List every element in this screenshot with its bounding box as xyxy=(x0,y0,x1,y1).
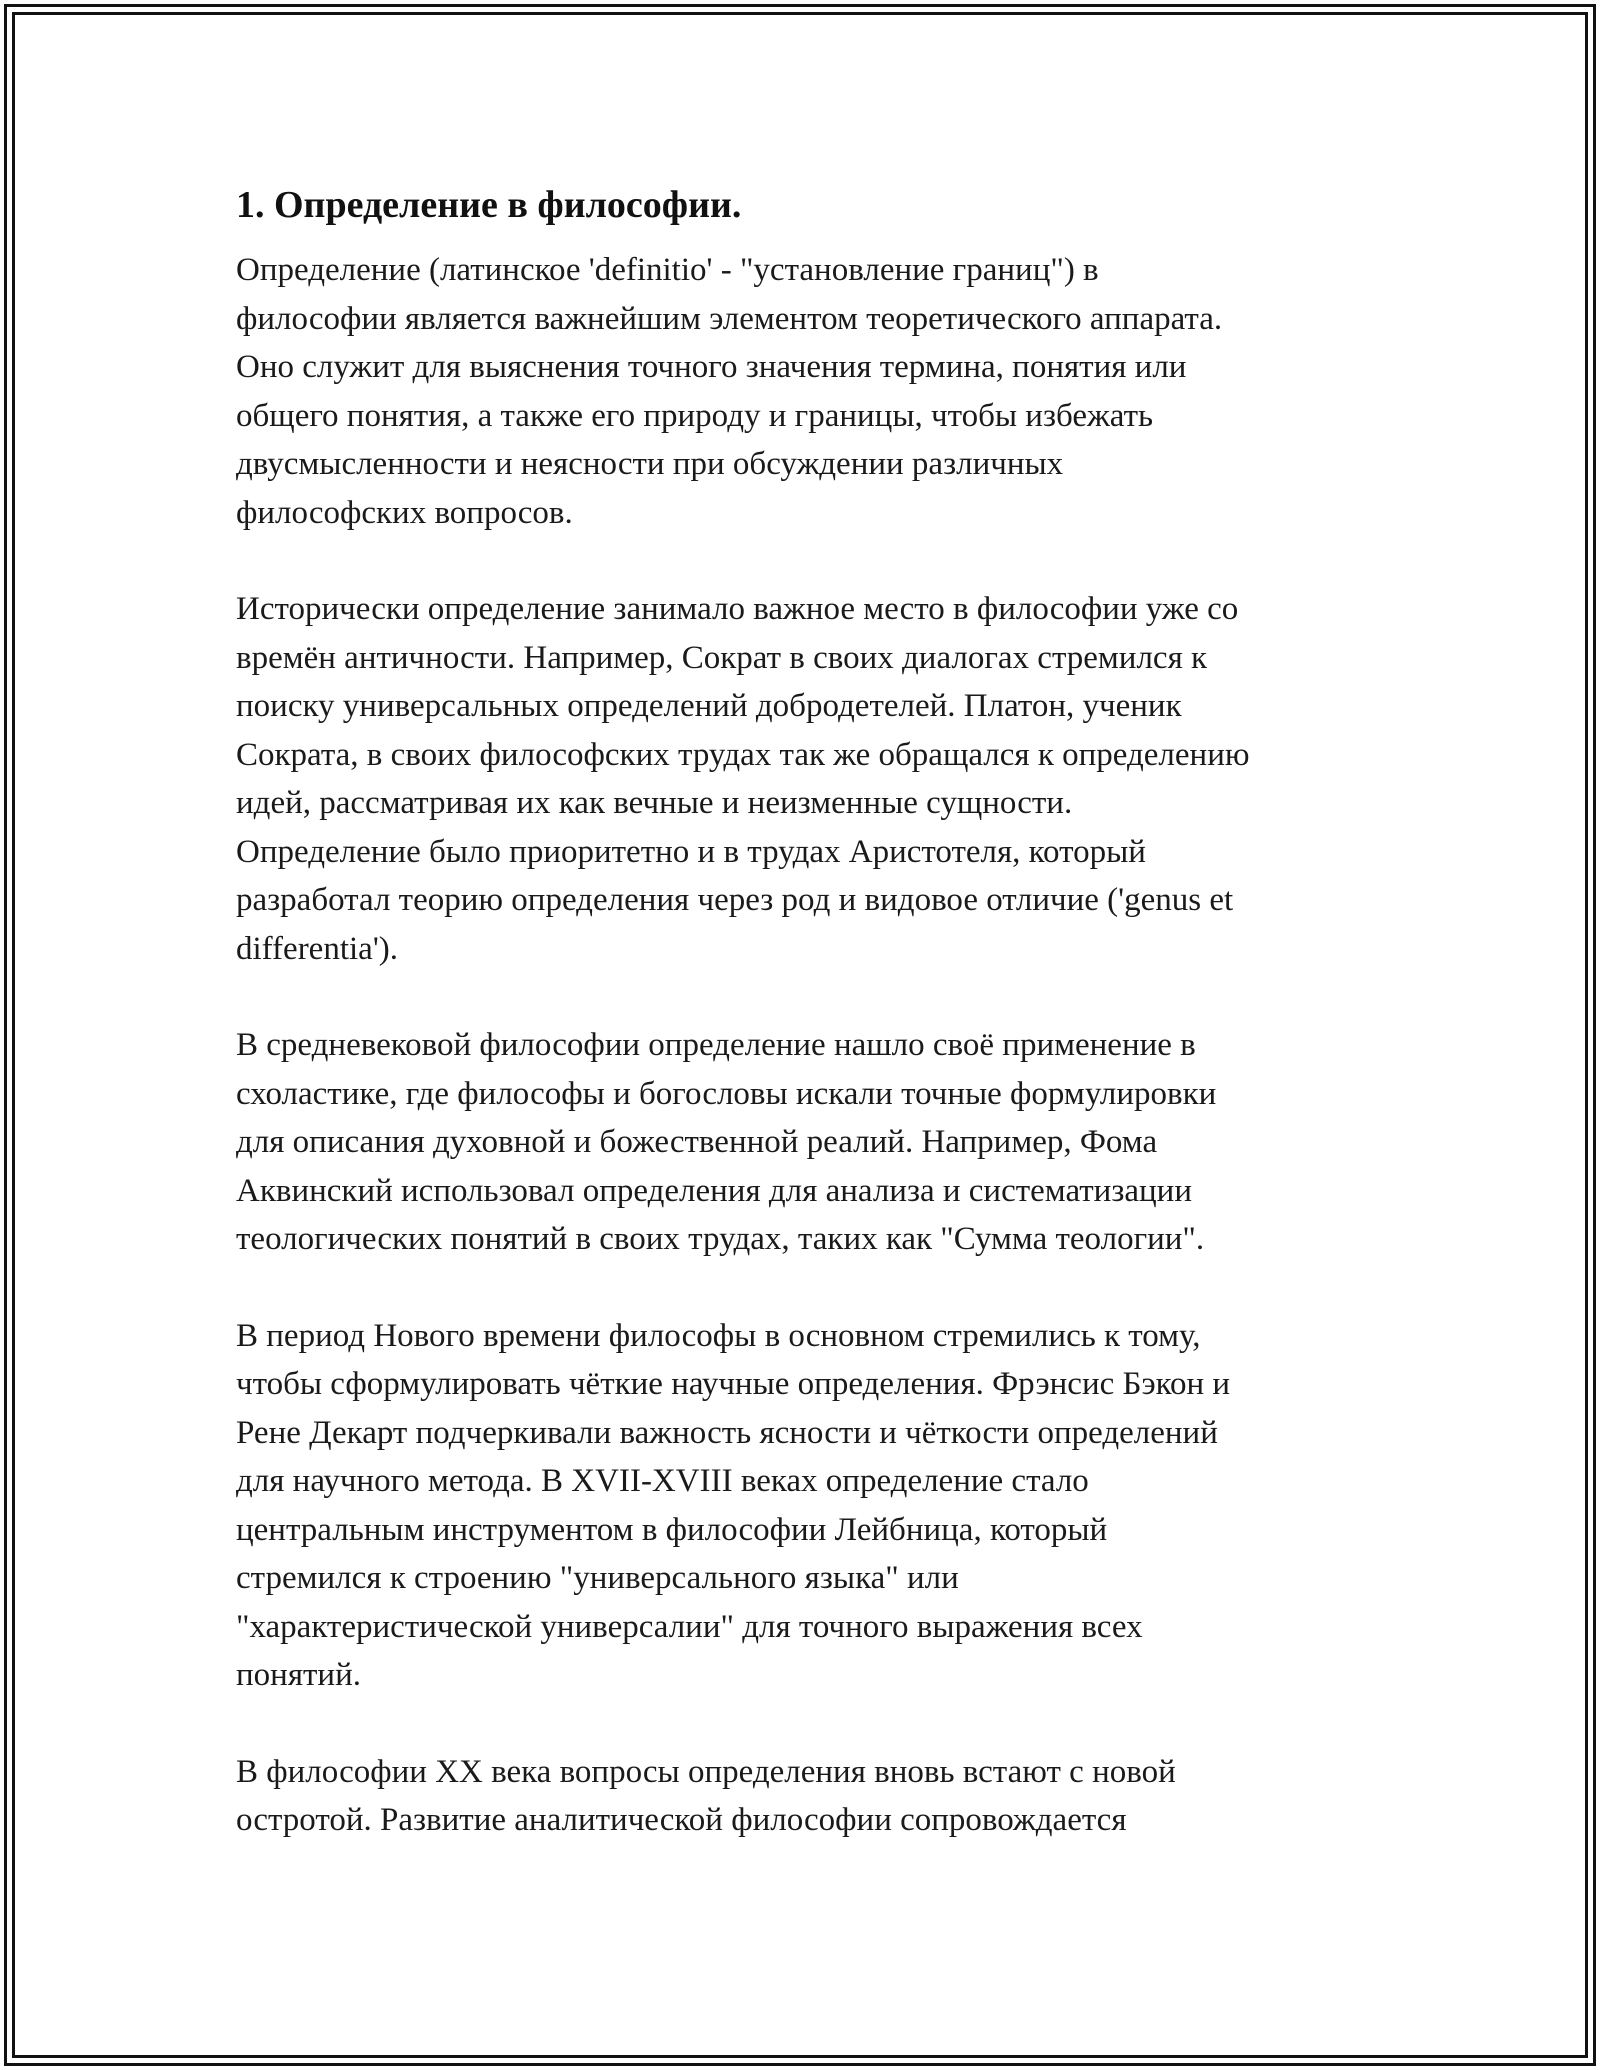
paragraph-2 xyxy=(236,585,1396,973)
section-heading: 1. Определение в философии. xyxy=(236,184,742,226)
text-line: Рене Декарт подчеркивали важность ясности и чёткости определений xyxy=(236,1414,1218,1451)
text-line: Определение было приоритетно и в трудах Аристотеля, который xyxy=(236,833,1146,870)
text-line: Исторически определение занимало важное место в философии уже со xyxy=(236,591,1239,627)
text-line: для описания духовной и божественной реалий. Например, Фома xyxy=(236,1124,1158,1160)
text-line: схоластике, где философы и богословы искали точные формулировки xyxy=(236,1075,1217,1112)
text-line: В философии XX века вопросы определения вновь встают с новой xyxy=(236,1753,1176,1790)
text-line: общего понятия, а также его природу и границы, чтобы избежать xyxy=(236,397,1154,434)
text-line: поиску универсальных определений добродетелей. Платон, ученик xyxy=(236,688,1182,724)
text-line: Определение (латинское 'definitio' - "установление границ") в xyxy=(236,252,1099,288)
paragraph-3 xyxy=(236,1021,1396,1264)
text-line: стремился к строению "универсального языка" или xyxy=(236,1560,959,1596)
text-line: для научного метода. В XVII-XVIII веках определение стало xyxy=(236,1463,1089,1499)
text-line: differentia'). xyxy=(236,930,399,967)
text-line: времён античности. Например, Сократ в своих диалогах стремился к xyxy=(236,639,1208,676)
text-line: В период Нового времени философы в основном стремились к тому, xyxy=(236,1317,1201,1354)
document-page xyxy=(236,180,1396,1893)
paragraph-1 xyxy=(236,246,1396,537)
text-line: теологических понятий в своих трудах, таких как "Сумма теологии". xyxy=(236,1221,1205,1257)
text-line: Сократа, в своих философских трудах так же обращался к определению xyxy=(236,736,1250,773)
text-line: идей, рассматривая их как вечные и неизменные сущности. xyxy=(236,785,1073,821)
text-line: остротой. Развитие аналитической философии сопровождается xyxy=(236,1802,1127,1838)
text-line: Аквинский использовал определения для анализа и систематизации xyxy=(236,1172,1193,1209)
text-line: философии является важнейшим элементом теоретического аппарата. xyxy=(236,300,1223,337)
text-line: Оно служит для выяснения точного значения термина, понятия или xyxy=(236,349,1187,385)
text-line: "характеристической универсалии" для точного выражения всех xyxy=(236,1608,1143,1645)
text-line: центральным инструментом в философии Лейбница, который xyxy=(236,1511,1108,1548)
text-line: разработал теорию определения через род и видовое отличие ('genus et xyxy=(236,882,1234,918)
text-line: В средневековой философии определение нашло своё применение в xyxy=(236,1027,1196,1063)
text-line: двусмысленности и неясности при обсуждении различных xyxy=(236,446,1064,482)
text-line: чтобы сформулировать чёткие научные определения. Фрэнсис Бэкон и xyxy=(236,1366,1231,1402)
text-line: понятий. xyxy=(236,1657,361,1693)
paragraph-4 xyxy=(236,1312,1396,1700)
paragraph-5 xyxy=(236,1748,1396,1845)
text-line: философских вопросов. xyxy=(236,494,573,531)
